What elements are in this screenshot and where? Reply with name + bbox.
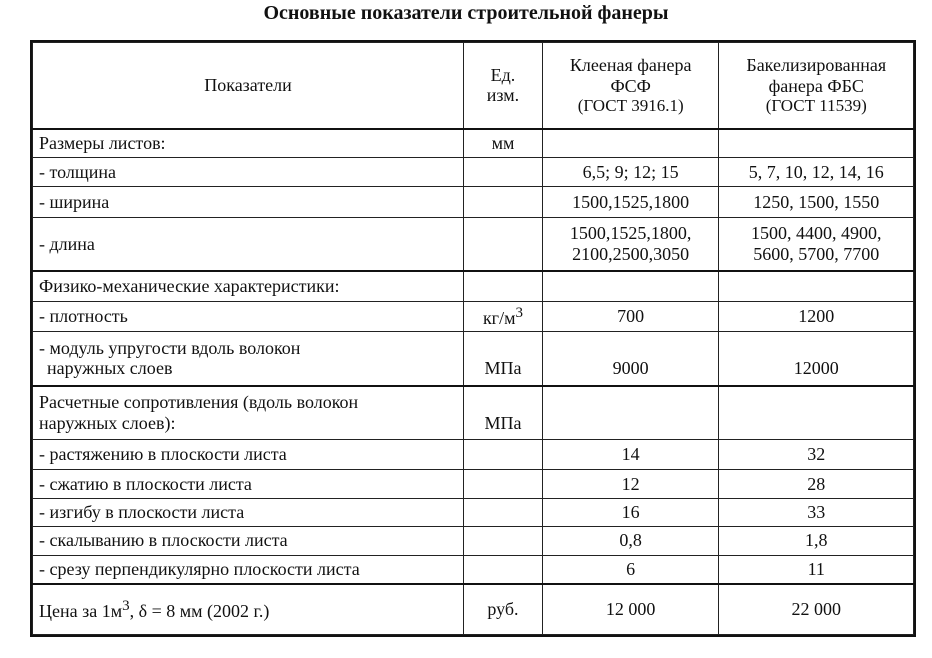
row-chipping [33,526,914,555]
row-resist [33,386,914,440]
row-compression [33,470,914,499]
header-unit: Ед. изм. [464,43,543,129]
row-bending-label: - изгибу в плоскости листа [33,499,464,526]
row-shear-label: - срезу перпендикулярно плоскости листа [33,555,464,584]
row-length-label: - длина [33,217,464,271]
row-shear-fbs: 11 [719,555,914,584]
row-width [33,187,914,217]
row-shear [33,555,914,584]
row-price-label: Цена за $1м^3$, δ = 8 мм (2002 г.) [33,584,464,634]
row-resist-label: Расчетные сопротивления (вдоль волокон наружных слоев): [33,386,464,440]
plywood-properties-table [32,42,914,635]
row-thickness [33,158,914,187]
header-fsf: Клееная фанера ФСФ (ГОСТ 3916.1) [542,43,719,129]
row-tension [33,440,914,470]
row-chipping-label: - скалыванию в плоскости листа [33,526,464,555]
row-compression-fbs: 28 [719,470,914,499]
header-row [33,43,914,129]
row-modulus-fsf: 9000 [542,331,719,385]
row-sizes [33,129,914,158]
row-price [33,584,914,634]
row-physmech [33,271,914,301]
row-thickness-fsf: 6,5; 9; 12; 15 [542,158,719,187]
header-param: Показатели [33,43,464,129]
row-density-fsf: 700 [542,301,719,331]
row-chipping-fbs: 1,8 [719,526,914,555]
row-density-fbs: 1200 [719,301,914,331]
row-bending [33,499,914,526]
row-modulus [33,331,914,385]
row-tension-fsf: 14 [542,440,719,470]
row-modulus-label: - модуль упругости вдоль волокон наружных слоев [33,331,464,385]
row-length [33,217,914,271]
row-price-unit: руб. [464,584,543,634]
row-price-fbs: 22 000 [719,584,914,634]
row-density [33,301,914,331]
row-thickness-label: - толщина [33,158,464,187]
row-density-unit: $кг/м^3$ [464,301,543,331]
row-width-fsf: 1500,1525,1800 [542,187,719,217]
row-bending-fbs: 33 [719,499,914,526]
row-compression-label: - сжатию в плоскости листа [33,470,464,499]
header-fbs: Бакелизированная фанера ФБС (ГОСТ 11539) [719,43,914,129]
row-length-fbs: 1500, 4400, 4900, 5600, 5700, 7700 [719,217,914,271]
row-density-label: - плотность [33,301,464,331]
row-thickness-fbs: 5, 7, 10, 12, 14, 16 [719,158,914,187]
row-modulus-fbs: 12000 [719,331,914,385]
row-width-label: - ширина [33,187,464,217]
plywood-table-frame [30,40,916,637]
row-sizes-unit: мм [464,129,543,158]
row-modulus-unit: МПа [464,331,543,385]
row-compression-fsf: 12 [542,470,719,499]
row-price-fsf: 12 000 [542,584,719,634]
row-physmech-label: Физико-механические характеристики: [33,271,464,301]
row-tension-label: - растяжению в плоскости листа [33,440,464,470]
table-title: Основные показатели строительной фанеры [263,2,669,24]
row-chipping-fsf: 0,8 [542,526,719,555]
row-sizes-label: Размеры листов: [33,129,464,158]
row-length-fsf: 1500,1525,1800, 2100,2500,3050 [542,217,719,271]
row-bending-fsf: 16 [542,499,719,526]
row-tension-fbs: 32 [719,440,914,470]
row-shear-fsf: 6 [542,555,719,584]
row-resist-unit: МПа [464,386,543,440]
row-width-fbs: 1250, 1500, 1550 [719,187,914,217]
